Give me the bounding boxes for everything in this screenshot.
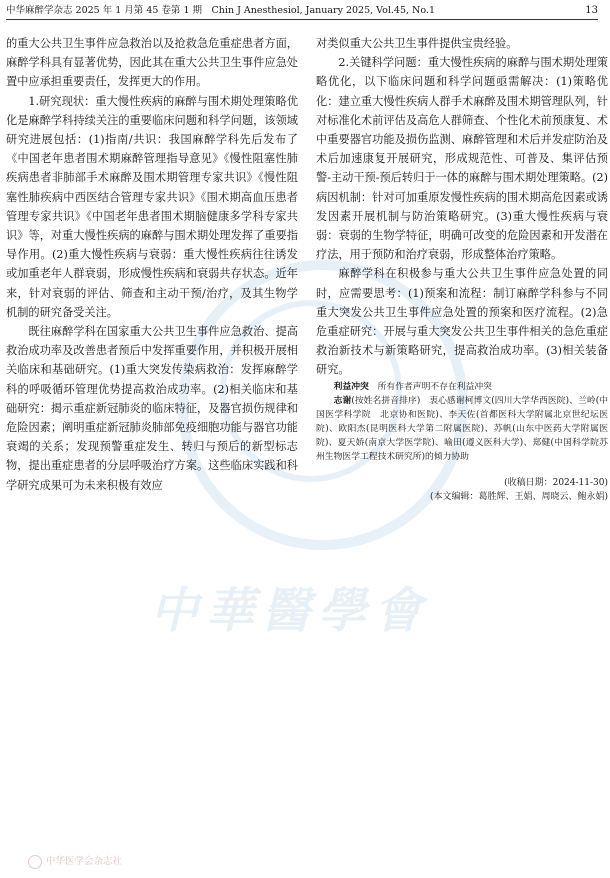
received-date: (收稿日期：2024-11-30) xyxy=(504,477,608,488)
conflict-label: 利益冲突 xyxy=(333,381,369,392)
page-number: 13 xyxy=(585,5,598,16)
paragraph: 1.研究现状：重大慢性疾病的麻醉与围术期处理策略优化是麻醉学科持续关注的重要临床问题和科学问题，该领域研究进展包括：(1)指南/共识：我国麻醉学科先后发布了《中国老年患者围术期麻醉管理指导意见》《慢性阻塞性肺疾病患者非肺部手术麻醉及围术期管理专家共识》《慢性阻塞性肺疾病中西医结合管理专家共识》《围术期高血压患者管理专家共识》《中国老年患者围术期脑健康多学科专家共识》等，对重大慢性疾病的麻醉与围术期处理发挥了重要指导作用。(2)重大慢性疾病与衰弱：重大慢性疾病往往诱发或加重老年人群衰弱，形成慢性疾病和衰弱共存状态。近年来，针对衰弱的评估、筛查和主动干预/治疗，及其生物学机制的研究备受关注。 xyxy=(6,94,298,319)
paragraph: 麻醉学科在积极参与重大公共卫生事件应急处置的同时，应需要思考：(1)预案和流程：制订麻醉学科参与不同重大突发公共卫生事件应急处置的预案和医疗流程。(2)急危重症研究：开展与重大突发公共卫生事件相关的急危重症救治新技术与新策略研究，提高救治成功率。(3)相关装备研究。 xyxy=(316,267,608,377)
acknowledgement xyxy=(316,394,608,464)
ack-label: 志谢 xyxy=(333,395,352,406)
paragraph: 2.关键科学问题：重大慢性疾病的麻醉与围术期处理策略优化，以下临床问题和科学问题亟需解决：(1)策略优化：建立重大慢性疾病人群手术麻醉及围术期管理队列，针对标准化术前评估及高危人群筛查、个性化术前预康复、术中重要器官功能及损伤监测、麻醉管理和术后并发症防治及术后加速康复开展研究，形成规范性、可普及、集评估预警-主动干预-预后转归于一体的麻醉与围术期处理策略。(2)病因机制：针对可加重原发慢性疾病的围术期高危因素或诱发因素开展机制与防治策略研究。(3)重大慢性疾病与衰弱：衰弱的生物学特征，明确可改变的危险因素和开发潜在疗法，用于预防和治疗衰弱，形成整体治疗策略。 xyxy=(316,56,608,262)
paragraph: 既往麻醉学科在国家重大公共卫生事件应急救治、提高救治成功率及改善患者预后中发挥重要作用，并积极开展相关临床和基础研究。(1)重大突发传染病救治：发挥麻醉学科的呼吸循环管理优势提高救治成功率。(2)相关临床和基础研究：揭示重症新冠肺炎的临床特征，及器官损伤规律和危险因素；阐明重症新冠肺炎肺部免疫细胞功能与器官功能衰竭的关系；发现预警重症发生、转归与预后的新型标志物，提出重症患者的分层呼吸治疗方案。这些临床实践和科学研究成果可为未来积极有效应 xyxy=(6,325,298,492)
paragraph: 对类似重大公共卫生事件提供宝贵经验。 xyxy=(316,37,518,50)
publisher-logo xyxy=(28,854,122,870)
left-column xyxy=(6,34,298,495)
publisher-logo-text: 中华医学会杂志社 xyxy=(46,856,123,867)
running-header xyxy=(6,3,598,20)
right-column xyxy=(316,34,608,504)
journal-running-title: 中华麻醉学杂志 2025 年 1 月第 45 卷第 1 期 Chin J Anesthesiol, January 2025, Vol.45, No.1 xyxy=(6,5,435,16)
conflict-text: 所有作者声明不存在利益冲突 xyxy=(377,381,492,392)
editors: (本文编辑：葛胜辉、王娟、周晓云、鲍永娟) xyxy=(429,491,608,502)
conflict-of-interest xyxy=(316,380,608,394)
ack-text: (按姓名拼音排序) 衷心感谢柯博文(四川大学华西医院)、兰岭(中国医学科学院 北京协和医院)、李天佐(首都医科大学附属北京世纪坛医院)、欧阳杰(昆明医科大学第二附属医院)、苏帆(山东中医药大学附属医院)、夏天娇(南京大学医学院)、喻田(遵义医科大学)、郑健(中国科学院苏州生物医学工程技术研究所)的倾力协助 xyxy=(316,395,608,462)
publisher-logo-icon xyxy=(28,855,42,869)
watermark-brand: 中華醫學會 xyxy=(150,583,431,639)
paragraph: 的重大公共卫生事件应急救治以及抢救急危重症患者方面，麻醉学科具有显著优势，因此其在重大公共卫生事件应急处置中应承担重要责任，发挥更大的作用。 xyxy=(6,37,298,89)
